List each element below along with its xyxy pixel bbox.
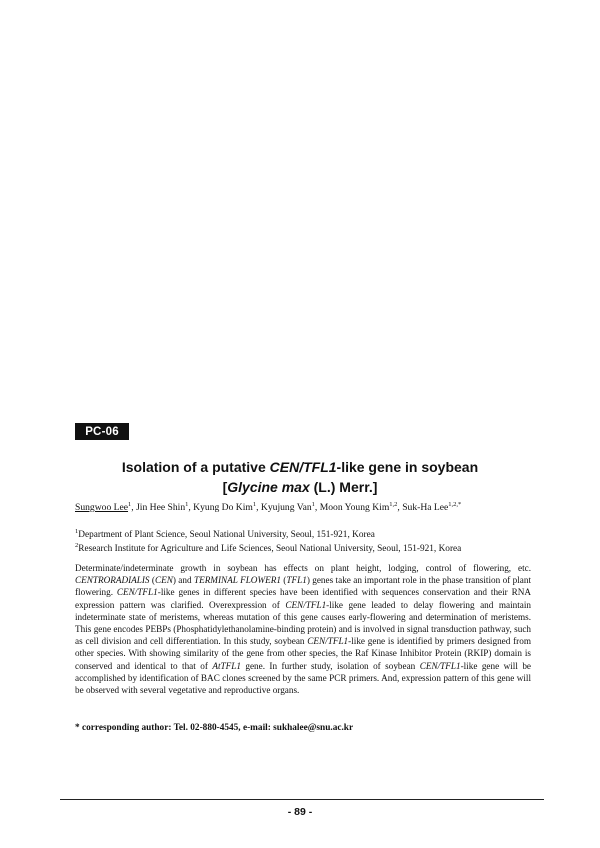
abstract-body: Determinate/indeterminate growth in soybean has effects on plant height, lodging, control of flowering, etc. CENTRORADIALIS (CEN) and TERMINAL FLOWER1 (TFL1) genes take an important role in the phase transition of plant flowering. CEN/TFL1-like genes in different species have been identified with sequences conservation and their RNA expression pattern was clarified. Overexpression of CEN/TFL1-like gene leaded to delay flowering and maintain indeterminate state of meristems, whereas mutation of this gene causes early-flowering and determination of meristems. This gene encodes PEBPs (Phosphatidylethanolamine-binding protein) and is involved in signal transduction pathway, such as cell division and cell differentiation. In this study, soybean CEN/TFL1-like gene is identified by primers designed from other species. With showing similarity of the gene from other species, the Raf Kinase Inhibitor Protein (RKIP) domain is conserved and identical to that of AtTFL1 gene. In further study, isolation of soybean CEN/TFL1-like gene will be accomplished by identification of BAC clones screened by the same PCR primers. And, expression pattern of this gene will be observed with several vegetative and reproductive organs. [75,563,532,696]
session-badge [75,423,129,440]
affiliation-1: $^1$Department of Plant Science, Seoul National University, Seoul, 151-921, Korea [75,527,375,540]
affiliation-2: $^2$Research Institute for Agriculture and Life Sciences, Seoul National University, Seoul, 151-921, Korea [75,541,462,554]
author-name: Sungwoo Lee [75,502,129,513]
author-list: Sungwoo Lee$^1$, Jin Hee Shin$^1$, Kyung Do Kim$^1$, Kyujung Van$^1$, Moon Young Kim$^{1,2}$, Suk-Ha Lee$^{1,2,*}$ [75,500,462,513]
footer-rule [60,799,544,800]
affiliations [75,528,545,556]
author-name: Kyujung Van [260,502,312,513]
paper-title [60,457,540,497]
title-line-2: [Glycine max (L.) Merr.] [222,479,378,495]
author-affil-sup: 1 [311,500,315,508]
author-affil-sup: 1 [185,500,189,508]
title-line-1: Isolation of a putative CEN/TFL1-like gene in soybean [121,459,479,475]
page-number: - 89 - [287,806,313,818]
author-affil-sup: 1,2 [389,500,398,508]
corresponding-author: * corresponding author: Tel. 02-880-4545, e-mail: sukhalee@snu.ac.kr [75,723,354,733]
author-name: Moon Young Kim [319,502,390,513]
author-affil-sup: 1 [128,500,132,508]
author-name: Kyung Do Kim [193,502,253,513]
session-badge-label: PC-06 [85,425,119,438]
author-name: Suk-Ha Lee [402,502,449,513]
author-name: Jin Hee Shin [136,502,186,513]
author-affil-sup: 1 [252,500,257,508]
author-affil-sup: 1,2,* [448,500,462,508]
